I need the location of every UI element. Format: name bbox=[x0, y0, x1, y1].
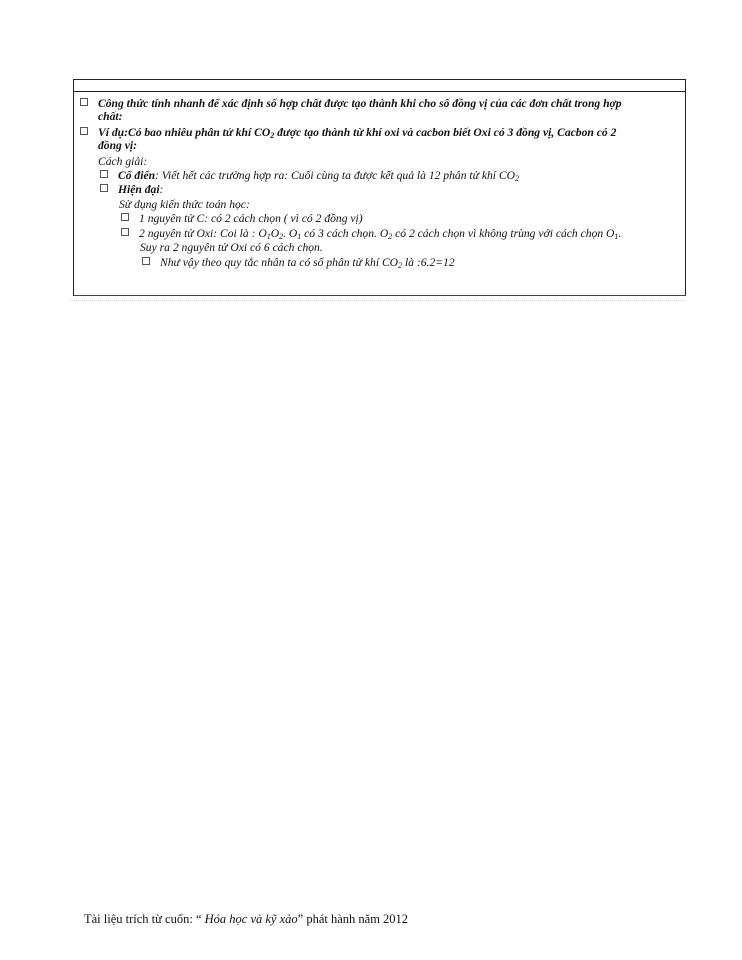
line-math-knowledge bbox=[119, 198, 250, 211]
line-text: Ví dụ:Có bao nhiêu phân tử khí CO bbox=[98, 126, 271, 139]
line-text: Sử dụng kiến thức toán học: bbox=[119, 198, 250, 211]
subscript: 2 bbox=[398, 261, 403, 270]
subscript: 1 bbox=[297, 232, 302, 241]
line-lead: Hiện đại bbox=[118, 183, 160, 196]
checkbox-icon bbox=[142, 257, 150, 265]
line-text: đồng vị: bbox=[98, 139, 137, 152]
bullet-line-result bbox=[142, 256, 455, 269]
bullet-line-modern bbox=[100, 183, 163, 196]
checkbox-icon bbox=[80, 98, 88, 106]
bullet-line-carbon bbox=[121, 212, 363, 225]
line-text: chất: bbox=[98, 110, 123, 123]
line-text: : bbox=[159, 183, 164, 196]
line-lead: Cổ điển bbox=[118, 169, 156, 182]
subscript: 1 bbox=[266, 232, 271, 241]
line-text: 1 nguyên tử C: có 2 cách chọn ( vì có 2 đồng vị) bbox=[139, 212, 363, 225]
bullet-line-formula bbox=[80, 97, 622, 110]
line-text: : Viết hết các trường hợp ra: Cuối cùng ta được kết quả là 12 phân tử khí CO bbox=[155, 169, 516, 182]
checkbox-icon bbox=[80, 127, 88, 135]
scan-artifact-line bbox=[70, 300, 685, 301]
source-footer bbox=[84, 912, 408, 927]
footer-suffix: ” phát hành năm 2012 bbox=[297, 912, 409, 926]
line-text: Suy ra 2 nguyên tử Oxi có 6 cách chọn. bbox=[140, 241, 323, 254]
checkbox-icon bbox=[100, 184, 108, 192]
footer-prefix: Tài liệu trích từ cuốn: “ bbox=[84, 912, 205, 926]
line-text: Cách giải: bbox=[98, 155, 148, 168]
footer-book-title: Hóa học và kỹ xảo bbox=[204, 912, 298, 926]
bullet-line-example bbox=[80, 126, 616, 139]
line-text: O bbox=[270, 227, 280, 240]
line-text: Công thức tính nhanh để xác định số hợp chất được tạo thành khi cho số đồng vị của các đơn chất trong hợp bbox=[98, 97, 622, 110]
subscript: 1 bbox=[614, 232, 619, 241]
line-text: . O bbox=[283, 227, 298, 240]
checkbox-icon bbox=[100, 170, 108, 178]
checkbox-icon bbox=[121, 228, 129, 236]
subscript: 2 bbox=[388, 232, 393, 241]
solution-heading bbox=[98, 155, 147, 168]
subscript: 2 bbox=[270, 131, 275, 140]
line-text: có 2 cách chọn vì không trùng với cách chọn O bbox=[392, 227, 615, 240]
line-text: là :6.2=12 bbox=[402, 256, 455, 269]
line-formula-cont bbox=[98, 110, 122, 123]
line-text: Như vậy theo quy tắc nhân ta có số phân tử khí CO bbox=[160, 256, 399, 269]
line-text: 2 nguyên tử Oxi: Coi là : O bbox=[139, 227, 267, 240]
bullet-line-oxygen bbox=[121, 227, 621, 240]
frame-header-rule bbox=[74, 91, 685, 92]
line-text: . bbox=[618, 227, 622, 240]
checkbox-icon bbox=[121, 213, 129, 221]
subscript: 2 bbox=[515, 174, 520, 183]
line-oxygen-cont bbox=[140, 241, 323, 254]
frame-top-border bbox=[74, 79, 685, 80]
line-text: được tạo thành từ khí oxi và cacbon biết Oxi có 3 đồng vị, Cacbon có 2 bbox=[274, 126, 617, 139]
bullet-line-classic bbox=[100, 169, 519, 182]
subscript: 2 bbox=[279, 232, 284, 241]
line-example-cont bbox=[98, 139, 137, 152]
line-text: có 3 cách chọn. O bbox=[301, 227, 389, 240]
